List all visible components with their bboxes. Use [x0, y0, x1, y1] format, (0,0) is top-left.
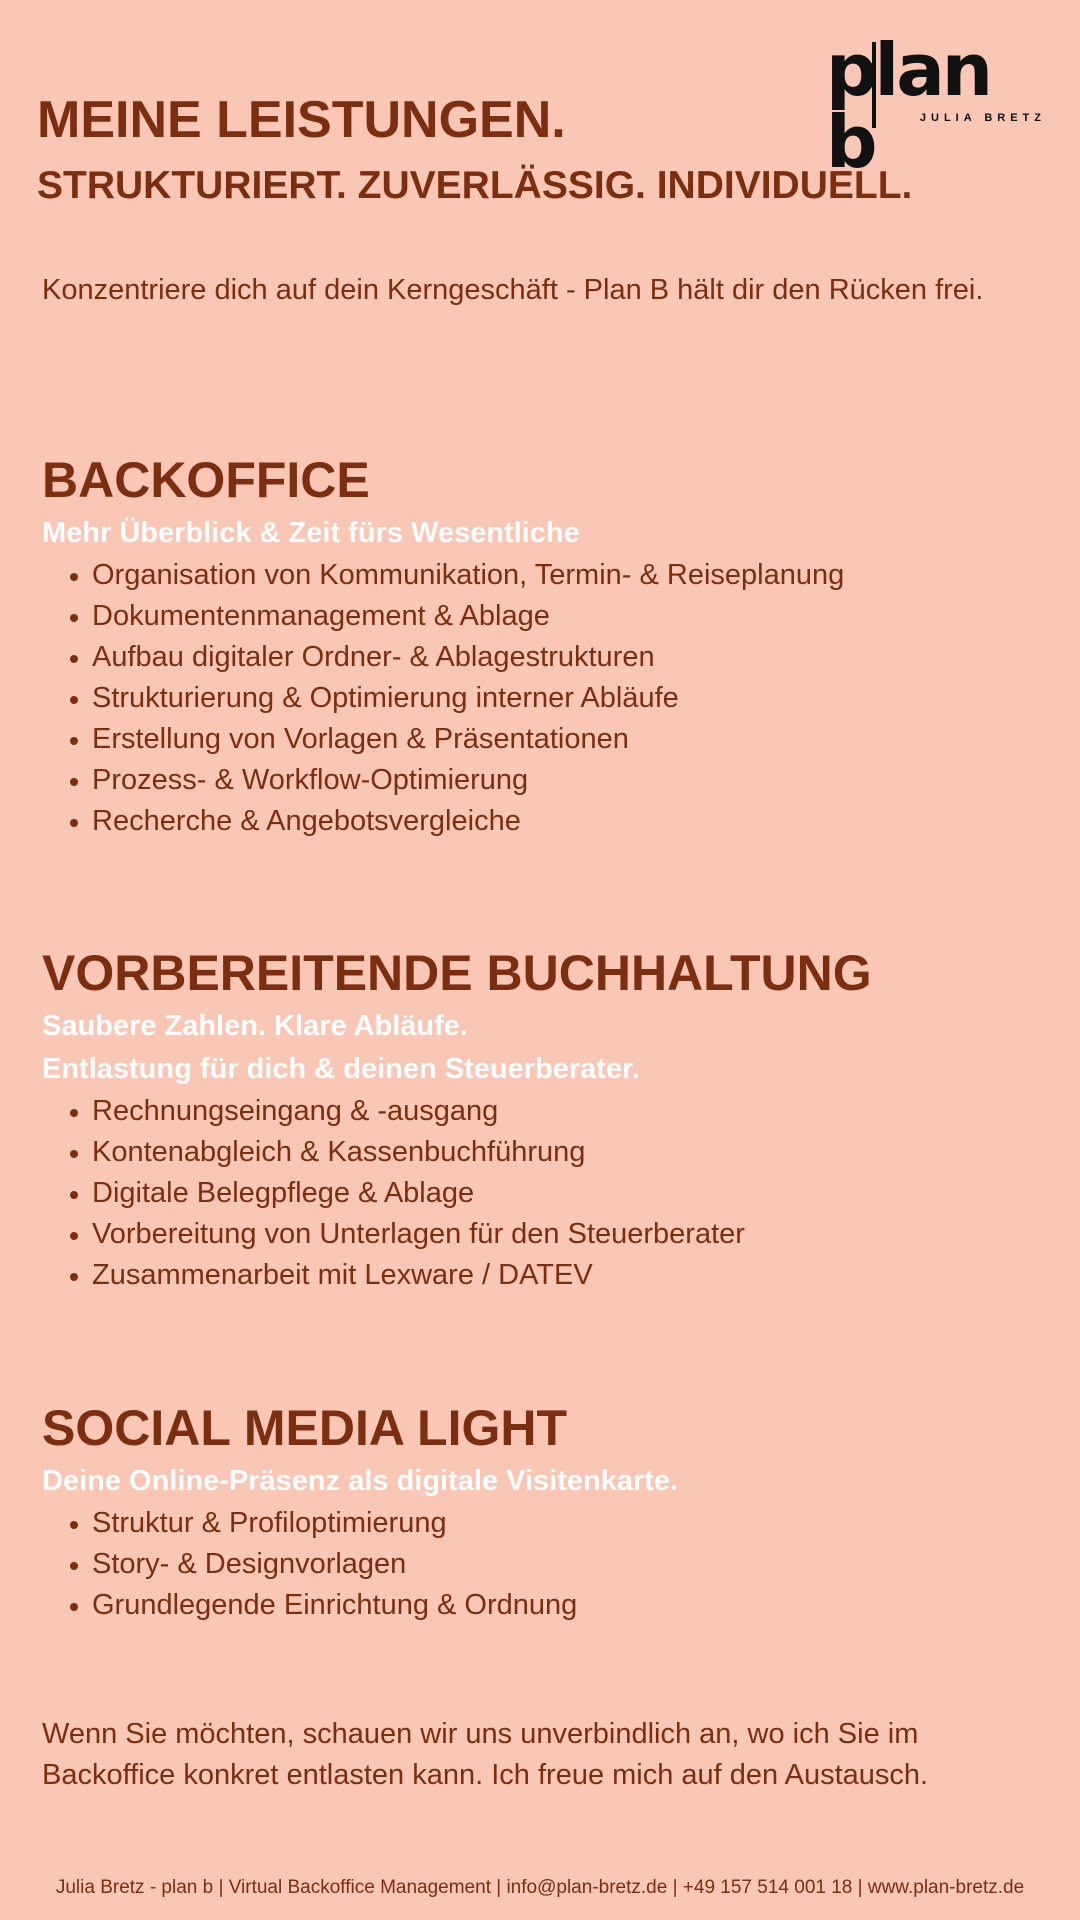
logo-wordmark: plan b — [826, 28, 991, 184]
list-item: Strukturierung & Optimierung interner Abläufe — [42, 678, 1042, 719]
section-tagline: Saubere Zahlen. Klare Abläufe. — [42, 1010, 468, 1042]
section-buchhaltung — [42, 943, 1042, 1296]
brand-logo — [820, 28, 1052, 184]
list-item: Story- & Designvorlagen — [42, 1544, 1042, 1585]
section-title: BACKOFFICE — [42, 452, 370, 508]
list-item: Organisation von Kommunikation, Termin- & Reiseplanung — [42, 555, 1042, 596]
list-item: Recherche & Angebotsvergleiche — [42, 801, 1042, 842]
list-item: Digitale Belegpflege & Ablage — [42, 1173, 1042, 1214]
list-item: Dokumentenmanagement & Ablage — [42, 596, 1042, 637]
page-title: MEINE LEISTUNGEN. — [37, 91, 566, 149]
list-item: Erstellung von Vorlagen & Präsentationen — [42, 719, 1042, 760]
list-item: Rechnungseingang & -ausgang — [42, 1091, 1042, 1132]
section-backoffice — [42, 450, 1042, 842]
section-tagline: Mehr Überblick & Zeit fürs Wesentliche — [42, 517, 580, 549]
page-subtitle: STRUKTURIERT. ZUVERLÄSSIG. INDIVIDUELL. — [37, 164, 913, 207]
intro-text: Konzentriere dich auf dein Kerngeschäft - Plan B hält dir den Rücken frei. — [42, 274, 984, 306]
section-social-media — [42, 1398, 1042, 1626]
list-item: Prozess- & Workflow-Optimierung — [42, 760, 1042, 801]
list-item: Struktur & Profiloptimierung — [42, 1503, 1042, 1544]
list-item: Grundlegende Einrichtung & Ordnung — [42, 1585, 1042, 1626]
footer-contact: Julia Bretz - plan b | Virtual Backoffice Management | info@plan-bretz.de | +49 157 514 001 18 | www.plan-bretz.de — [55, 1877, 1025, 1898]
section-title: VORBEREITENDE BUCHHALTUNG — [42, 945, 872, 1001]
list-item: Aufbau digitaler Ordner- & Ablagestrukturen — [42, 637, 1042, 678]
service-list — [42, 555, 1042, 842]
section-tagline: Deine Online-Präsenz als digitale Visitenkarte. — [42, 1465, 679, 1497]
closing-text: Wenn Sie möchten, schauen wir uns unverbindlich an, wo ich Sie im Backoffice konkret entlasten kann. Ich freue mich auf den Austausch. — [42, 1718, 929, 1791]
service-list — [42, 1091, 1042, 1296]
list-item: Zusammenarbeit mit Lexware / DATEV — [42, 1255, 1042, 1296]
section-tagline: Entlastung für dich & deinen Steuerberater. — [42, 1053, 640, 1085]
list-item: Vorbereitung von Unterlagen für den Steuerberater — [42, 1214, 1042, 1255]
section-title: SOCIAL MEDIA LIGHT — [42, 1400, 567, 1456]
service-list — [42, 1503, 1042, 1626]
list-item: Kontenabgleich & Kassenbuchführung — [42, 1132, 1042, 1173]
logo-subtitle: JULIA BRETZ — [919, 112, 1046, 124]
